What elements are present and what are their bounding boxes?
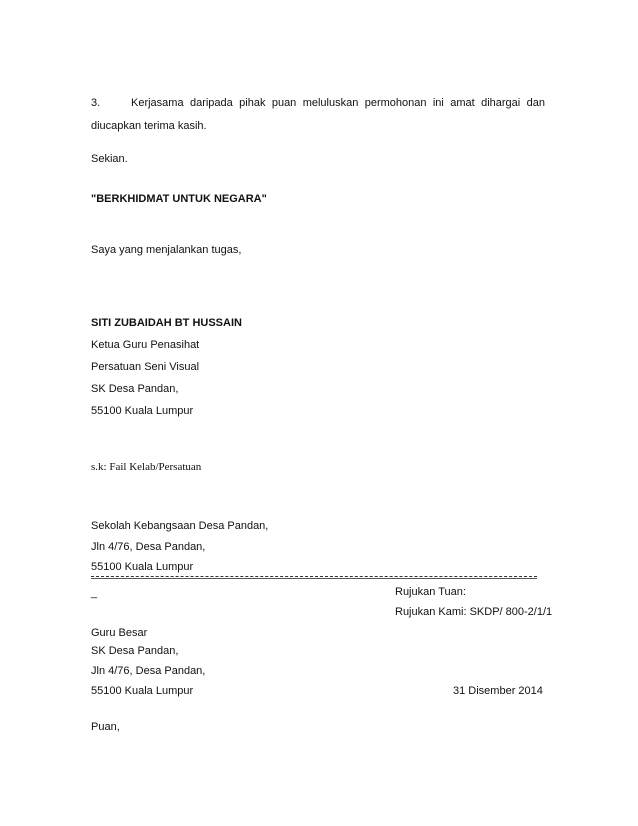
recipient-line3: Jln 4/76, Desa Pandan, — [91, 665, 206, 677]
signatory-school: SK Desa Pandan, — [91, 383, 179, 395]
paragraph-line-1 — [131, 97, 545, 109]
letter-date: 31 Disember 2014 — [453, 685, 543, 697]
closing-text: Sekian. — [91, 153, 128, 165]
header-rule — [91, 576, 537, 577]
word: Kerjasama — [131, 97, 184, 109]
signatory-org: Persatuan Seni Visual — [91, 361, 200, 373]
sender-address-line3: 55100 Kuala Lumpur — [91, 561, 194, 573]
word: pihak — [239, 97, 266, 109]
word: permohonan — [364, 97, 427, 109]
signatory-name: SITI ZUBAIDAH BT HUSSAIN — [91, 317, 242, 329]
signoff-text: Saya yang menjalankan tugas, — [91, 244, 242, 256]
salutation: Puan, — [91, 721, 120, 733]
recipient-line2: SK Desa Pandan, — [91, 645, 179, 657]
cc-line: s.k: Fail Kelab/Persatuan — [91, 461, 202, 473]
sender-address-line1: Sekolah Kebangsaan Desa Pandan, — [91, 520, 269, 532]
sender-address-line2: Jln 4/76, Desa Pandan, — [91, 541, 206, 553]
word: puan — [271, 97, 297, 109]
word: dihargai — [481, 97, 521, 109]
word: daripada — [189, 97, 233, 109]
rule-tail: _ — [91, 587, 98, 599]
recipient-line1: Guru Besar — [91, 627, 148, 639]
word: amat — [450, 97, 475, 109]
word: dan — [526, 97, 545, 109]
signatory-city: 55100 Kuala Lumpur — [91, 405, 194, 417]
recipient-line4: 55100 Kuala Lumpur — [91, 685, 194, 697]
paragraph-3 — [91, 97, 545, 109]
word: ini — [432, 97, 444, 109]
motto: "BERKHIDMAT UNTUK NEGARA" — [91, 193, 267, 205]
paragraph-number: 3. — [91, 97, 101, 109]
paragraph-line-2: diucapkan terima kasih. — [91, 120, 207, 132]
header-rule-underline — [91, 578, 537, 579]
word: meluluskan — [302, 97, 359, 109]
ref-ours: Rujukan Kami: SKDP/ 800-2/1/1 — [395, 606, 553, 618]
ref-yours: Rujukan Tuan: — [395, 586, 466, 598]
signatory-title: Ketua Guru Penasihat — [91, 339, 200, 351]
